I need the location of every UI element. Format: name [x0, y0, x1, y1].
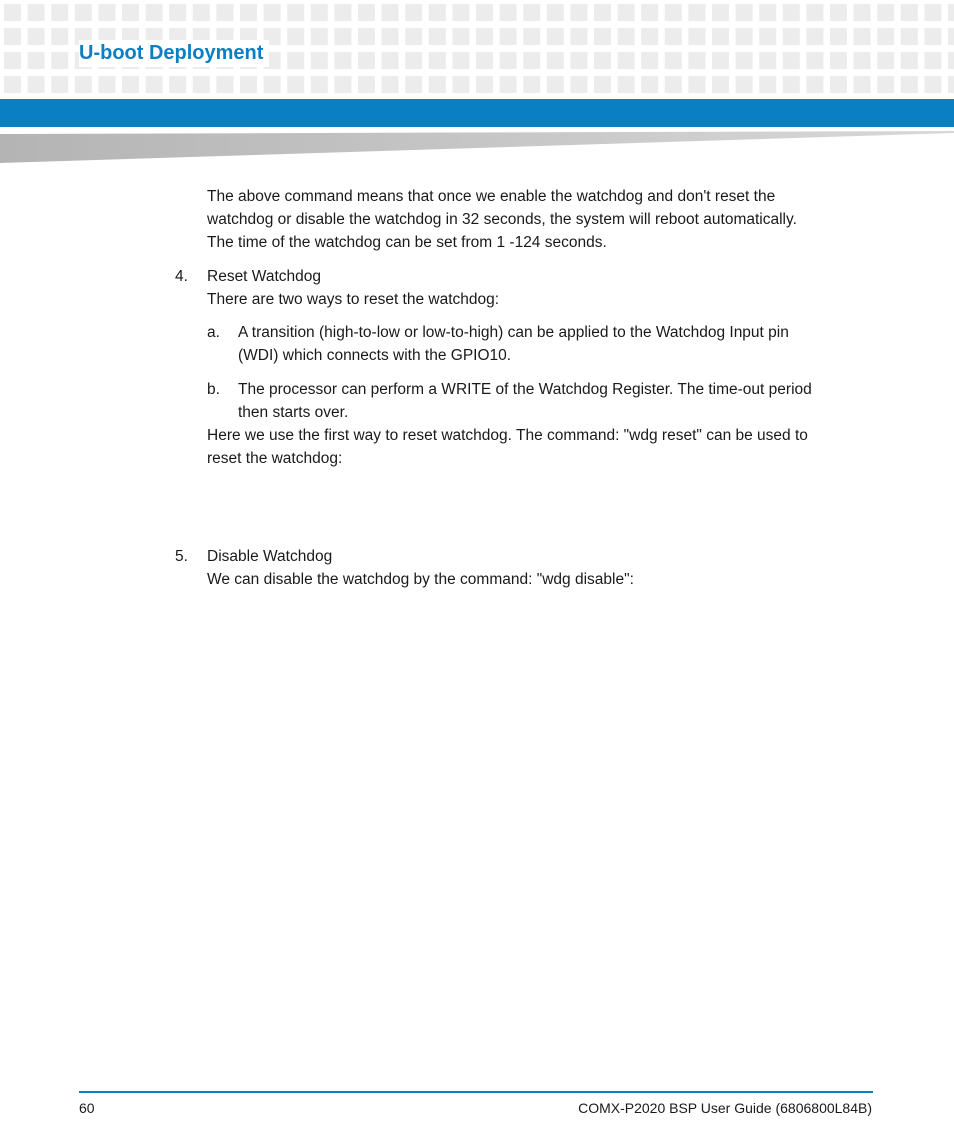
- step4-item-a-marker: a.: [207, 324, 220, 341]
- pattern-square: [877, 28, 894, 45]
- pattern-square: [901, 52, 918, 69]
- pattern-square: [924, 52, 941, 69]
- pattern-square: [358, 52, 375, 69]
- step4-title: Reset Watchdog: [207, 268, 322, 285]
- pattern-square: [665, 52, 682, 69]
- pattern-square: [240, 76, 257, 93]
- pattern-square: [783, 76, 800, 93]
- pattern-square: [924, 28, 941, 45]
- pattern-square: [500, 4, 517, 21]
- pattern-square: [28, 4, 45, 21]
- pattern-square: [759, 28, 776, 45]
- pattern-square: [948, 76, 954, 93]
- pattern-square: [736, 4, 753, 21]
- step4-item-a-line-1: A transition (high-to-low or low-to-high) can be applied to the Watchdog Input pin: [238, 324, 789, 341]
- step4-item-a-line-2: (WDI) which connects with the GPIO10.: [238, 347, 512, 364]
- footer-page-number: 60: [79, 1100, 95, 1116]
- pattern-square: [429, 4, 446, 21]
- pattern-square: [665, 28, 682, 45]
- pattern-square: [547, 28, 564, 45]
- pattern-square: [429, 76, 446, 93]
- pattern-square: [570, 4, 587, 21]
- pattern-square: [712, 4, 729, 21]
- pattern-square: [523, 52, 540, 69]
- footer-rule: [79, 1091, 873, 1093]
- pattern-square: [240, 4, 257, 21]
- pattern-square: [193, 76, 210, 93]
- pattern-square: [618, 28, 635, 45]
- pattern-square: [523, 76, 540, 93]
- pattern-square: [382, 52, 399, 69]
- pattern-square: [594, 28, 611, 45]
- pattern-square: [736, 52, 753, 69]
- chapter-title: U-boot Deployment: [79, 40, 269, 67]
- pattern-square: [358, 76, 375, 93]
- pattern-square: [405, 28, 422, 45]
- pattern-square: [311, 4, 328, 21]
- pattern-square: [618, 76, 635, 93]
- pattern-square: [4, 28, 21, 45]
- pattern-square: [452, 76, 469, 93]
- header-blue-band: [0, 99, 954, 127]
- pattern-square: [547, 4, 564, 21]
- pattern-square: [264, 4, 281, 21]
- pattern-square: [75, 76, 92, 93]
- pattern-square: [405, 4, 422, 21]
- step5-number: 5.: [175, 548, 188, 565]
- pattern-square: [570, 52, 587, 69]
- pattern-square: [311, 52, 328, 69]
- pattern-square: [901, 76, 918, 93]
- pattern-square: [523, 4, 540, 21]
- intro-line-1: The above command means that once we enable the watchdog and don't reset the: [207, 188, 776, 205]
- step4-closing-line-1: Here we use the first way to reset watchdog. The command: "wdg reset" can be used to: [207, 427, 808, 444]
- pattern-square: [854, 52, 871, 69]
- pattern-square: [854, 4, 871, 21]
- pattern-square: [287, 28, 304, 45]
- pattern-square: [665, 76, 682, 93]
- pattern-square: [334, 28, 351, 45]
- pattern-square: [476, 76, 493, 93]
- pattern-square: [382, 28, 399, 45]
- pattern-square: [51, 52, 68, 69]
- intro-line-2: watchdog or disable the watchdog in 32 seconds, the system will reboot automatically.: [207, 211, 797, 228]
- pattern-square: [830, 76, 847, 93]
- pattern-square: [51, 4, 68, 21]
- pattern-square: [358, 4, 375, 21]
- step4-intro: There are two ways to reset the watchdog:: [207, 291, 500, 308]
- pattern-square: [759, 4, 776, 21]
- pattern-square: [783, 28, 800, 45]
- pattern-square: [948, 4, 954, 21]
- pattern-square: [665, 4, 682, 21]
- pattern-square: [382, 76, 399, 93]
- pattern-square: [429, 52, 446, 69]
- pattern-square: [334, 52, 351, 69]
- pattern-square: [712, 52, 729, 69]
- pattern-square: [476, 52, 493, 69]
- pattern-square: [358, 28, 375, 45]
- pattern-square: [500, 76, 517, 93]
- pattern-square: [547, 52, 564, 69]
- pattern-square: [830, 28, 847, 45]
- pattern-square: [4, 4, 21, 21]
- pattern-square: [216, 76, 233, 93]
- pattern-square: [4, 76, 21, 93]
- header-gray-wedge: [0, 131, 954, 163]
- pattern-square: [500, 28, 517, 45]
- pattern-square: [594, 76, 611, 93]
- pattern-square: [334, 76, 351, 93]
- pattern-square: [287, 76, 304, 93]
- pattern-square: [287, 4, 304, 21]
- pattern-square: [877, 4, 894, 21]
- pattern-square: [287, 52, 304, 69]
- pattern-square: [641, 76, 658, 93]
- step4-item-b-line-2: then starts over.: [238, 404, 349, 421]
- pattern-square: [28, 28, 45, 45]
- pattern-square: [901, 4, 918, 21]
- pattern-square: [429, 28, 446, 45]
- step4-item-b-line-1: The processor can perform a WRITE of the Watchdog Register. The time-out period: [238, 381, 812, 398]
- pattern-square: [146, 76, 163, 93]
- footer-document-title: COMX-P2020 BSP User Guide (6806800L84B): [578, 1100, 872, 1116]
- pattern-square: [641, 52, 658, 69]
- step5-text: We can disable the watchdog by the command: "wdg disable":: [207, 571, 634, 588]
- pattern-square: [75, 4, 92, 21]
- intro-line-3: The time of the watchdog can be set from 1 -124 seconds.: [207, 234, 607, 251]
- pattern-square: [854, 76, 871, 93]
- pattern-square: [618, 52, 635, 69]
- pattern-square: [311, 76, 328, 93]
- pattern-square: [830, 52, 847, 69]
- pattern-square: [877, 52, 894, 69]
- pattern-square: [806, 52, 823, 69]
- pattern-square: [877, 76, 894, 93]
- pattern-square: [712, 28, 729, 45]
- pattern-square: [452, 28, 469, 45]
- pattern-square: [688, 4, 705, 21]
- step4-item-b-marker: b.: [207, 381, 220, 398]
- pattern-square: [736, 76, 753, 93]
- pattern-square: [759, 76, 776, 93]
- pattern-square: [948, 28, 954, 45]
- pattern-square: [476, 4, 493, 21]
- pattern-square: [806, 4, 823, 21]
- pattern-square: [783, 52, 800, 69]
- pattern-square: [98, 76, 115, 93]
- pattern-square: [264, 76, 281, 93]
- pattern-square: [405, 52, 422, 69]
- pattern-square: [712, 76, 729, 93]
- pattern-square: [688, 76, 705, 93]
- pattern-square: [452, 52, 469, 69]
- pattern-square: [122, 4, 139, 21]
- pattern-square: [570, 28, 587, 45]
- pattern-square: [641, 28, 658, 45]
- pattern-square: [452, 4, 469, 21]
- pattern-square: [594, 52, 611, 69]
- pattern-square: [334, 4, 351, 21]
- pattern-square: [98, 4, 115, 21]
- pattern-square: [806, 28, 823, 45]
- pattern-square: [783, 4, 800, 21]
- pattern-square: [924, 4, 941, 21]
- pattern-square: [948, 52, 954, 69]
- pattern-square: [618, 4, 635, 21]
- pattern-square: [169, 4, 186, 21]
- pattern-square: [500, 52, 517, 69]
- pattern-square: [28, 52, 45, 69]
- pattern-square: [688, 28, 705, 45]
- pattern-square: [901, 28, 918, 45]
- pattern-square: [854, 28, 871, 45]
- pattern-square: [736, 28, 753, 45]
- step5-title: Disable Watchdog: [207, 548, 333, 565]
- pattern-square: [169, 76, 186, 93]
- pattern-square: [688, 52, 705, 69]
- pattern-square: [146, 4, 163, 21]
- pattern-square: [924, 76, 941, 93]
- pattern-square: [193, 4, 210, 21]
- pattern-square: [122, 76, 139, 93]
- pattern-square: [641, 4, 658, 21]
- pattern-square: [570, 76, 587, 93]
- pattern-square: [51, 76, 68, 93]
- pattern-square: [830, 4, 847, 21]
- pattern-square: [806, 76, 823, 93]
- step4-number: 4.: [175, 268, 188, 285]
- pattern-square: [405, 76, 422, 93]
- pattern-square: [216, 4, 233, 21]
- pattern-square: [28, 76, 45, 93]
- pattern-square: [547, 76, 564, 93]
- pattern-square: [476, 28, 493, 45]
- pattern-square: [759, 52, 776, 69]
- pattern-square: [51, 28, 68, 45]
- step4-closing-line-2: reset the watchdog:: [207, 450, 343, 467]
- pattern-square: [4, 52, 21, 69]
- pattern-square: [311, 28, 328, 45]
- pattern-square: [523, 28, 540, 45]
- pattern-square: [382, 4, 399, 21]
- pattern-square: [594, 4, 611, 21]
